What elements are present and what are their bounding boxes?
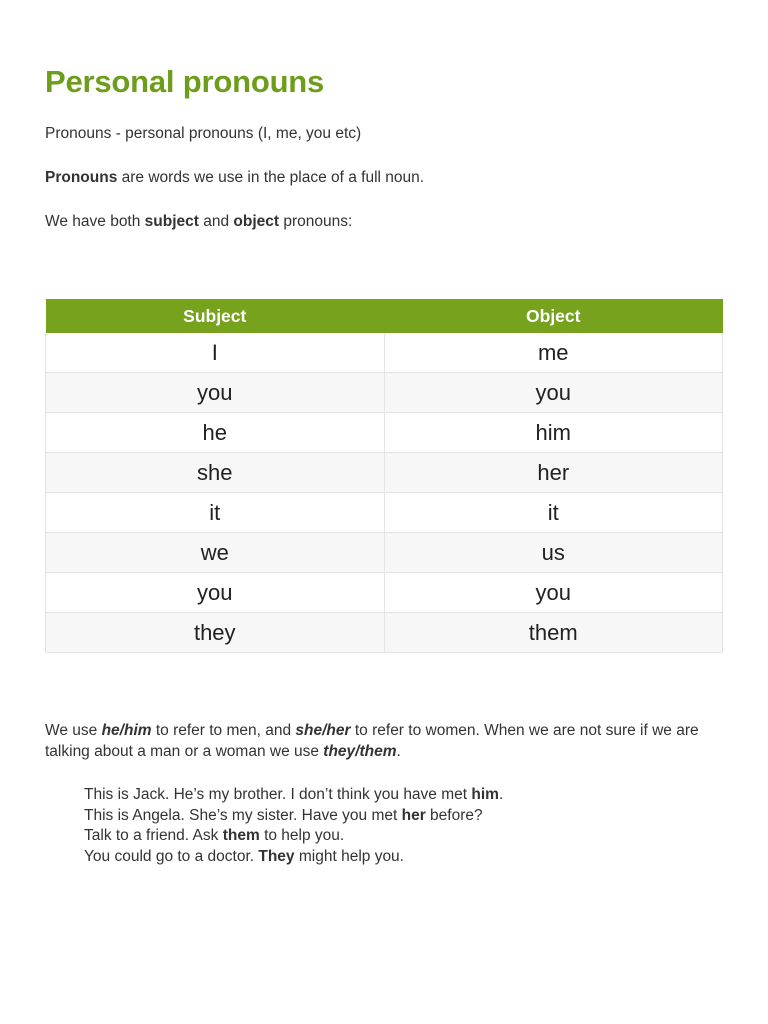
- header-object: Object: [384, 299, 723, 333]
- usage-part1: We use: [45, 722, 102, 739]
- example-text: You could go to a doctor.: [84, 848, 259, 866]
- table-row: [46, 373, 723, 413]
- example-text: to help you.: [259, 827, 345, 845]
- table-header-row: [46, 299, 723, 333]
- example-bold: They: [258, 848, 295, 866]
- table-row: [46, 493, 723, 533]
- usage-part4: .: [396, 743, 401, 760]
- subject-cell: it: [46, 493, 385, 533]
- subject-object-text: [45, 212, 352, 232]
- page-title: Personal pronouns: [45, 64, 325, 99]
- example-text: This is Angela. She’s my sister. Have you met: [84, 806, 402, 824]
- subject-cell: he: [46, 413, 385, 453]
- example-text: before?: [425, 806, 483, 824]
- subject-cell: she: [46, 453, 385, 493]
- subject-cell: you: [46, 373, 385, 413]
- subject-cell: we: [46, 533, 385, 573]
- object-cell: her: [384, 453, 723, 493]
- usage-part3: to refer to women. When we are not sure if we are talking about a man or a woman we use: [45, 722, 699, 760]
- examples-block: [84, 785, 503, 868]
- example-bold: her: [401, 806, 426, 824]
- usage-part2: to refer to men, and: [151, 722, 296, 739]
- usage-he-him: he/him: [101, 722, 152, 739]
- table-row: [46, 453, 723, 493]
- object-cell: him: [384, 413, 723, 453]
- object-cell: them: [384, 613, 723, 653]
- table-row: [46, 573, 723, 613]
- definition-bold: Pronouns: [45, 169, 118, 186]
- subject-cell: you: [46, 573, 385, 613]
- example-line: [84, 847, 503, 868]
- intro-text: Pronouns - personal pronouns (I, me, you etc): [45, 125, 362, 142]
- usage-text: [45, 720, 725, 762]
- both-part1: We have both: [45, 213, 145, 230]
- subject-cell: I: [46, 333, 385, 373]
- both-object-bold: object: [233, 213, 280, 230]
- example-line: [84, 806, 503, 827]
- example-text: might help you.: [294, 848, 404, 866]
- example-text: This is Jack. He’s my brother. I don’t think you have met: [84, 786, 472, 803]
- both-part3: pronouns:: [279, 213, 353, 230]
- example-text: Talk to a friend. Ask: [84, 827, 223, 845]
- header-subject: Subject: [46, 299, 385, 333]
- table-row: [46, 413, 723, 453]
- subject-cell: they: [46, 613, 385, 653]
- usage-she-her: she/her: [295, 722, 351, 739]
- example-text: .: [498, 786, 504, 803]
- table-row: [46, 613, 723, 653]
- both-subject-bold: subject: [144, 213, 199, 230]
- usage-they-them: they/them: [323, 743, 397, 760]
- object-cell: you: [384, 573, 723, 613]
- table-row: [46, 533, 723, 573]
- example-bold: him: [471, 786, 499, 803]
- object-cell: it: [384, 493, 723, 533]
- object-cell: us: [384, 533, 723, 573]
- table-row: [46, 333, 723, 373]
- example-line: [84, 826, 503, 847]
- example-line: [84, 785, 503, 806]
- example-bold: them: [222, 827, 260, 845]
- definition-text: [45, 168, 424, 188]
- object-cell: me: [384, 333, 723, 373]
- object-cell: you: [384, 373, 723, 413]
- pronoun-table: [45, 299, 723, 653]
- both-part2: and: [198, 213, 234, 230]
- definition-rest: are words we use in the place of a full noun.: [117, 169, 425, 186]
